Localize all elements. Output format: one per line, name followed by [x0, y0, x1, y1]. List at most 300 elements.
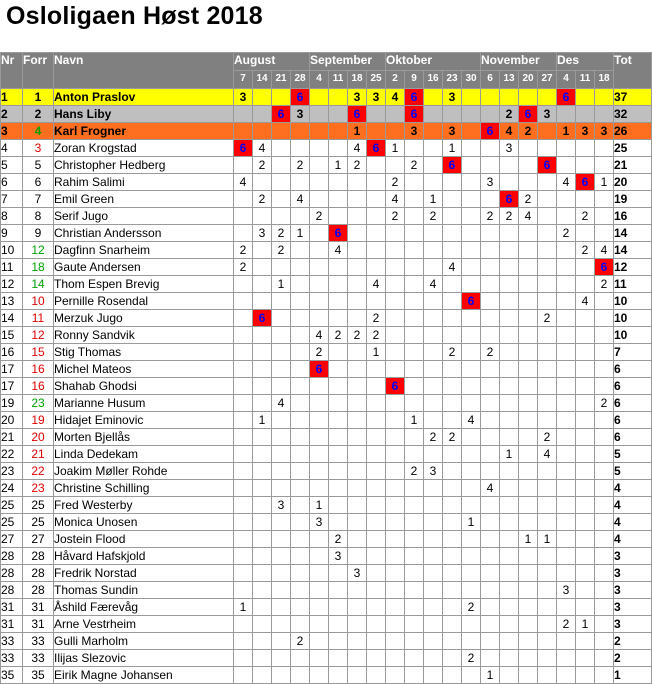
table-row — [1, 565, 652, 582]
score-cell — [291, 140, 310, 157]
score-cell — [329, 157, 348, 174]
score-cell — [443, 616, 462, 633]
score-cell — [462, 361, 481, 378]
player-name: Linda Dedekam — [54, 446, 234, 463]
score-cell — [462, 412, 481, 429]
total-cell: 19 — [614, 191, 652, 208]
score-cell — [291, 225, 310, 242]
score-cell — [405, 582, 424, 599]
table-row — [1, 140, 652, 157]
score-value: 2 — [505, 106, 513, 121]
total-cell: 2 — [614, 633, 652, 650]
score-cell — [519, 429, 538, 446]
score-value: 2 — [315, 208, 323, 223]
score-cell — [310, 344, 329, 361]
score-cell — [329, 548, 348, 565]
score-cell — [310, 361, 329, 378]
score-value: 6 — [410, 89, 418, 104]
date-header: 7 — [234, 71, 253, 89]
score-cell — [253, 395, 272, 412]
rank-cell: 6 — [1, 174, 23, 191]
score-cell — [310, 140, 329, 157]
score-value: 2 — [581, 242, 589, 257]
header-nr: Nr — [1, 53, 23, 89]
score-cell — [424, 582, 443, 599]
score-cell — [234, 344, 253, 361]
score-cell — [386, 157, 405, 174]
score-cell — [367, 327, 386, 344]
score-cell — [481, 497, 500, 514]
score-cell — [386, 395, 405, 412]
score-cell — [234, 157, 253, 174]
score-cell — [462, 497, 481, 514]
score-cell — [329, 208, 348, 225]
score-cell — [500, 633, 519, 650]
score-cell — [291, 310, 310, 327]
score-cell — [253, 276, 272, 293]
score-value: 1 — [505, 446, 513, 461]
previous-rank-cell: 33 — [23, 633, 54, 650]
score-cell — [253, 497, 272, 514]
date-header: 9 — [405, 71, 424, 89]
score-cell — [595, 412, 614, 429]
score-cell — [443, 123, 462, 140]
score-cell — [329, 361, 348, 378]
score-cell — [500, 259, 519, 276]
score-value: 3 — [353, 565, 361, 580]
previous-rank-cell: 3 — [23, 140, 54, 157]
score-cell — [443, 242, 462, 259]
score-cell — [329, 565, 348, 582]
score-cell — [462, 242, 481, 259]
rank-cell: 14 — [1, 310, 23, 327]
score-cell — [329, 514, 348, 531]
total-cell: 14 — [614, 242, 652, 259]
score-cell — [462, 225, 481, 242]
score-value: 6 — [581, 174, 589, 189]
score-cell — [595, 276, 614, 293]
date-header: 27 — [538, 71, 557, 89]
score-cell — [310, 633, 329, 650]
score-cell — [443, 140, 462, 157]
score-cell — [481, 310, 500, 327]
score-cell — [538, 429, 557, 446]
score-cell — [291, 361, 310, 378]
score-cell — [272, 463, 291, 480]
player-name: Marianne Husum — [54, 395, 234, 412]
score-cell — [538, 531, 557, 548]
previous-rank-cell: 4 — [23, 123, 54, 140]
score-cell — [576, 463, 595, 480]
score-value: 2 — [467, 599, 475, 614]
score-cell — [386, 531, 405, 548]
score-cell — [538, 395, 557, 412]
score-cell — [576, 446, 595, 463]
score-cell — [348, 599, 367, 616]
score-cell — [405, 548, 424, 565]
player-name: Michel Mateos — [54, 361, 234, 378]
table-row — [1, 429, 652, 446]
score-value: 3 — [296, 106, 304, 121]
score-cell — [519, 565, 538, 582]
score-cell — [576, 259, 595, 276]
score-cell — [424, 667, 443, 684]
score-cell — [367, 548, 386, 565]
score-cell — [595, 174, 614, 191]
score-cell — [538, 157, 557, 174]
score-cell — [253, 327, 272, 344]
score-cell — [234, 89, 253, 106]
score-cell — [500, 531, 519, 548]
score-cell — [234, 191, 253, 208]
score-cell — [234, 446, 253, 463]
score-cell — [367, 106, 386, 123]
previous-rank-cell: 11 — [23, 310, 54, 327]
score-cell — [519, 140, 538, 157]
score-cell — [386, 548, 405, 565]
date-header: 25 — [367, 71, 386, 89]
total-cell: 3 — [614, 565, 652, 582]
score-value: 6 — [524, 106, 532, 121]
previous-rank-cell: 28 — [23, 565, 54, 582]
player-name: Serif Jugo — [54, 208, 234, 225]
date-header: 14 — [253, 71, 272, 89]
score-cell — [405, 242, 424, 259]
score-cell — [291, 429, 310, 446]
score-cell — [481, 157, 500, 174]
player-name: Hans Liby — [54, 106, 234, 123]
score-value: 6 — [239, 140, 247, 155]
player-name: Ronny Sandvik — [54, 327, 234, 344]
score-cell — [576, 344, 595, 361]
total-cell: 5 — [614, 446, 652, 463]
score-cell — [557, 106, 576, 123]
rank-cell: 3 — [1, 123, 23, 140]
score-cell — [329, 174, 348, 191]
score-cell — [348, 378, 367, 395]
score-cell — [595, 106, 614, 123]
score-cell — [386, 208, 405, 225]
previous-rank-cell: 25 — [23, 514, 54, 531]
date-header: 23 — [443, 71, 462, 89]
total-cell: 6 — [614, 429, 652, 446]
table-row — [1, 616, 652, 633]
score-cell — [234, 565, 253, 582]
score-cell — [405, 191, 424, 208]
score-cell — [234, 310, 253, 327]
score-cell — [272, 480, 291, 497]
score-cell — [386, 310, 405, 327]
score-cell — [253, 446, 272, 463]
score-value: 4 — [372, 276, 380, 291]
score-cell — [291, 633, 310, 650]
score-cell — [519, 242, 538, 259]
score-cell — [557, 480, 576, 497]
rank-cell: 7 — [1, 191, 23, 208]
total-cell: 4 — [614, 497, 652, 514]
score-cell — [519, 89, 538, 106]
score-cell — [234, 429, 253, 446]
total-cell: 21 — [614, 157, 652, 174]
table-header — [1, 53, 652, 89]
total-cell: 4 — [614, 480, 652, 497]
score-cell — [576, 514, 595, 531]
score-value: 2 — [353, 157, 361, 172]
score-cell — [576, 225, 595, 242]
score-cell — [310, 327, 329, 344]
score-value: 3 — [353, 89, 361, 104]
score-cell — [291, 650, 310, 667]
score-cell — [462, 514, 481, 531]
score-cell — [500, 565, 519, 582]
header-forr: Forr — [23, 53, 54, 89]
player-name: Karl Frogner — [54, 123, 234, 140]
rank-cell: 31 — [1, 616, 23, 633]
score-cell — [329, 633, 348, 650]
score-cell — [386, 123, 405, 140]
previous-rank-cell: 9 — [23, 225, 54, 242]
score-cell — [367, 582, 386, 599]
score-cell — [500, 191, 519, 208]
score-cell — [595, 344, 614, 361]
total-cell: 7 — [614, 344, 652, 361]
score-value: 1 — [315, 497, 323, 512]
score-cell — [443, 191, 462, 208]
score-cell — [538, 667, 557, 684]
score-cell — [519, 667, 538, 684]
score-cell — [253, 582, 272, 599]
score-cell — [462, 616, 481, 633]
score-value: 2 — [315, 344, 323, 359]
score-cell — [291, 395, 310, 412]
score-cell — [557, 565, 576, 582]
date-header: 13 — [500, 71, 519, 89]
score-cell — [424, 140, 443, 157]
score-cell — [386, 259, 405, 276]
score-cell — [386, 174, 405, 191]
rank-cell: 25 — [1, 497, 23, 514]
score-cell — [405, 106, 424, 123]
score-value: 2 — [543, 310, 551, 325]
score-cell — [310, 293, 329, 310]
previous-rank-cell: 6 — [23, 174, 54, 191]
score-cell — [424, 242, 443, 259]
score-cell — [481, 395, 500, 412]
score-cell — [367, 361, 386, 378]
score-cell — [272, 123, 291, 140]
score-cell — [538, 378, 557, 395]
score-cell — [481, 259, 500, 276]
score-cell — [329, 327, 348, 344]
score-cell — [367, 276, 386, 293]
score-cell — [234, 276, 253, 293]
score-cell — [443, 208, 462, 225]
rank-cell: 28 — [1, 582, 23, 599]
month-header: August — [234, 53, 310, 71]
score-cell — [557, 497, 576, 514]
player-name: Ilijas Slezovic — [54, 650, 234, 667]
score-cell — [310, 259, 329, 276]
player-name: Stig Thomas — [54, 344, 234, 361]
score-cell — [595, 480, 614, 497]
score-value: 1 — [524, 531, 532, 546]
score-value: 2 — [543, 429, 551, 444]
score-cell — [386, 616, 405, 633]
score-cell — [443, 174, 462, 191]
score-cell — [348, 293, 367, 310]
score-cell — [557, 208, 576, 225]
score-cell — [291, 106, 310, 123]
score-cell — [462, 276, 481, 293]
score-value: 4 — [600, 242, 608, 257]
score-cell — [500, 344, 519, 361]
rank-cell: 21 — [1, 429, 23, 446]
score-cell — [462, 208, 481, 225]
score-cell — [329, 599, 348, 616]
score-cell — [576, 89, 595, 106]
total-cell: 6 — [614, 412, 652, 429]
score-cell — [538, 140, 557, 157]
score-cell — [348, 429, 367, 446]
score-cell — [462, 106, 481, 123]
score-cell — [386, 565, 405, 582]
score-cell — [519, 293, 538, 310]
score-cell — [576, 378, 595, 395]
score-cell — [386, 463, 405, 480]
score-value: 2 — [391, 174, 399, 189]
score-cell — [405, 208, 424, 225]
score-cell — [310, 412, 329, 429]
table-row — [1, 531, 652, 548]
score-cell — [272, 344, 291, 361]
score-cell — [424, 344, 443, 361]
score-cell — [557, 531, 576, 548]
player-name: Emil Green — [54, 191, 234, 208]
score-cell — [481, 616, 500, 633]
player-name: Dagfinn Snarheim — [54, 242, 234, 259]
score-value: 4 — [505, 123, 513, 138]
score-cell — [462, 293, 481, 310]
player-name: Merzuk Jugo — [54, 310, 234, 327]
total-cell: 3 — [614, 582, 652, 599]
score-cell — [234, 361, 253, 378]
score-cell — [291, 276, 310, 293]
rank-cell: 9 — [1, 225, 23, 242]
score-cell — [272, 191, 291, 208]
score-cell — [348, 208, 367, 225]
rank-cell: 33 — [1, 650, 23, 667]
previous-rank-cell: 23 — [23, 395, 54, 412]
score-cell — [329, 89, 348, 106]
score-cell — [329, 123, 348, 140]
score-cell — [500, 310, 519, 327]
rank-cell: 4 — [1, 140, 23, 157]
date-header: 18 — [348, 71, 367, 89]
score-cell — [348, 225, 367, 242]
score-cell — [595, 327, 614, 344]
score-cell — [481, 191, 500, 208]
score-value: 1 — [429, 191, 437, 206]
score-cell — [557, 429, 576, 446]
total-cell: 3 — [614, 616, 652, 633]
score-cell — [310, 310, 329, 327]
score-value: 3 — [372, 89, 380, 104]
score-value: 1 — [372, 344, 380, 359]
score-cell — [234, 225, 253, 242]
score-cell — [253, 565, 272, 582]
score-cell — [538, 191, 557, 208]
score-cell — [519, 225, 538, 242]
total-cell: 6 — [614, 361, 652, 378]
score-value: 2 — [372, 310, 380, 325]
score-cell — [481, 548, 500, 565]
score-cell — [595, 463, 614, 480]
score-cell — [538, 582, 557, 599]
score-cell — [443, 531, 462, 548]
score-cell — [462, 395, 481, 412]
score-cell — [367, 446, 386, 463]
score-cell — [405, 140, 424, 157]
score-cell — [386, 446, 405, 463]
score-cell — [253, 191, 272, 208]
score-cell — [557, 463, 576, 480]
rank-cell: 20 — [1, 412, 23, 429]
score-cell — [424, 191, 443, 208]
score-cell — [538, 89, 557, 106]
score-cell — [253, 157, 272, 174]
score-value: 2 — [296, 633, 304, 648]
score-cell — [443, 259, 462, 276]
score-cell — [348, 463, 367, 480]
table-row — [1, 412, 652, 429]
header-tot: Tot — [614, 53, 652, 89]
score-cell — [462, 446, 481, 463]
score-cell — [348, 174, 367, 191]
score-cell — [595, 650, 614, 667]
score-cell — [234, 480, 253, 497]
score-cell — [538, 276, 557, 293]
score-cell — [481, 242, 500, 259]
score-cell — [310, 497, 329, 514]
score-cell — [367, 378, 386, 395]
score-value: 6 — [505, 191, 513, 206]
score-value: 1 — [467, 514, 475, 529]
score-cell — [595, 293, 614, 310]
score-cell — [253, 633, 272, 650]
player-name: Arne Vestrheim — [54, 616, 234, 633]
score-value: 2 — [391, 208, 399, 223]
score-cell — [253, 463, 272, 480]
score-cell — [481, 582, 500, 599]
score-value: 4 — [562, 174, 570, 189]
score-cell — [462, 191, 481, 208]
score-cell — [310, 378, 329, 395]
date-header: 2 — [386, 71, 405, 89]
player-name: Monica Unosen — [54, 514, 234, 531]
score-value: 4 — [296, 191, 304, 206]
score-cell — [443, 378, 462, 395]
score-cell — [500, 106, 519, 123]
score-cell — [310, 599, 329, 616]
score-value: 1 — [258, 412, 266, 427]
score-cell — [538, 293, 557, 310]
score-cell — [500, 446, 519, 463]
score-cell — [481, 599, 500, 616]
score-cell — [272, 89, 291, 106]
score-cell — [405, 667, 424, 684]
score-cell — [519, 395, 538, 412]
score-value: 2 — [448, 344, 456, 359]
